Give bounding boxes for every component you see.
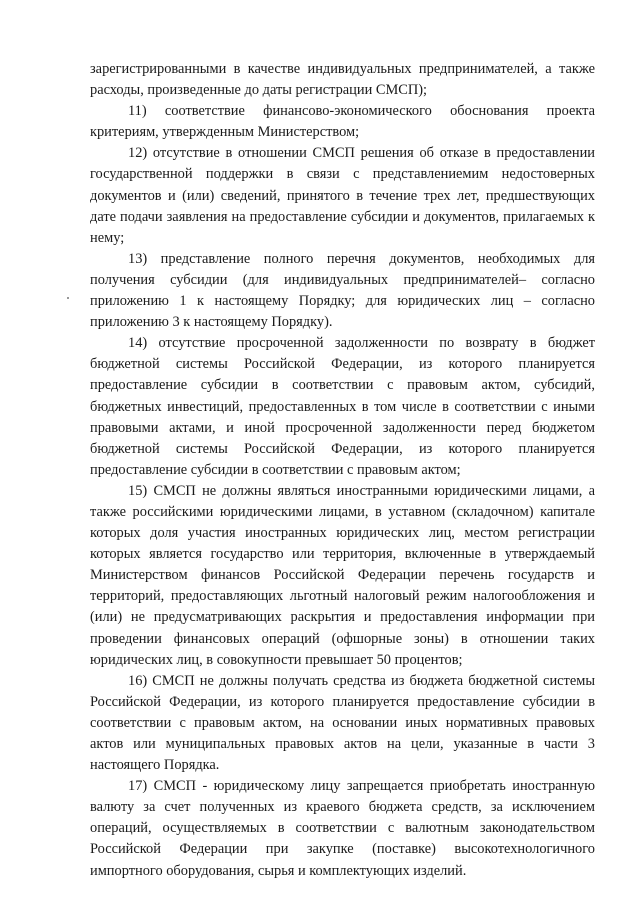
- paragraph-item-15: 15) СМСП не должны являться иностранными юридическими лицами, а также российскими юридическими лицами, в уставном (складочном) капитале которых доля участия иностранных юридических лиц, местом регистрации которых является государство или территория, включенные в утверждаемый Министерством финансов Российской Федерации перечень государств и территорий, предоставляющих льготный налоговый режим налогообложения и (или) не предусматривающих раскрытия и предоставления информации при проведении финансовых операций (офшорные зоны) в отношении таких юридических лиц, в совокупности превышает 50 процентов;: [90, 482, 595, 668]
- paragraph-item-11: 11) соответствие финансово-экономического обоснования проекта критериям, утвержденным Министерством;: [90, 103, 595, 141]
- paragraph-item-16: 16) СМСП не должны получать средства из бюджета бюджетной системы Российской Федерации, из которого планируется предоставление субсидии в соответствии с правовым актом, на основании иных нормативных правовых актов или муниципальных правовых актов на цели, указанные в части 3 настоящего Порядка.: [90, 672, 595, 774]
- paragraph-item-17: 17) СМСП - юридическому лицу запрещается приобретать иностранную валюту за счет полученных из краевого бюджета средств, за исключением операций, осуществляемых в соответствии с валютным законодательством Российской Федерации при закупке (поставке) высокотехнологичного импортного оборудования, сырья и комплектующих изделий.: [90, 778, 595, 879]
- paragraph-item-13: 13) представление полного перечня документов, необходимых для получения субсидии (для индивидуальных предпринимателей– согласно приложению 1 к настоящему Порядку; для юридических лиц – согласно приложению 3 к настоящему Порядку).: [90, 250, 595, 331]
- paragraph-item-14: 14) отсутствие просроченной задолженности по возврату в бюджет бюджетной системы Российской Федерации, из которого планируется предоставление субсидии в соответствии с правовым актом, субсидий, бюджетных инвестиций, предоставленных в том числе в соответствии с иными правовыми актами, и иной просроченной задолженности перед бюджетом бюджетной системы Российской Федерации, из которого планируется предоставление субсидии в соответствии с правовым актом;: [90, 335, 595, 478]
- paragraph-item-12: 12) отсутствие в отношении СМСП решения об отказе в предоставлении государственной поддержки в связи с представлениемим недостоверных документов и (или) сведений, принятого в течение трех лет, предшествующих дате подачи заявления на предоставление субсидии и документов, прилагаемых к нему;: [90, 145, 595, 246]
- paragraph-continuation: зарегистрированными в качестве индивидуальных предпринимателей, а также расходы, произведенные до даты регистрации СМСП);: [90, 61, 595, 99]
- document-body: [90, 59, 595, 882]
- scan-speck: [67, 297, 69, 299]
